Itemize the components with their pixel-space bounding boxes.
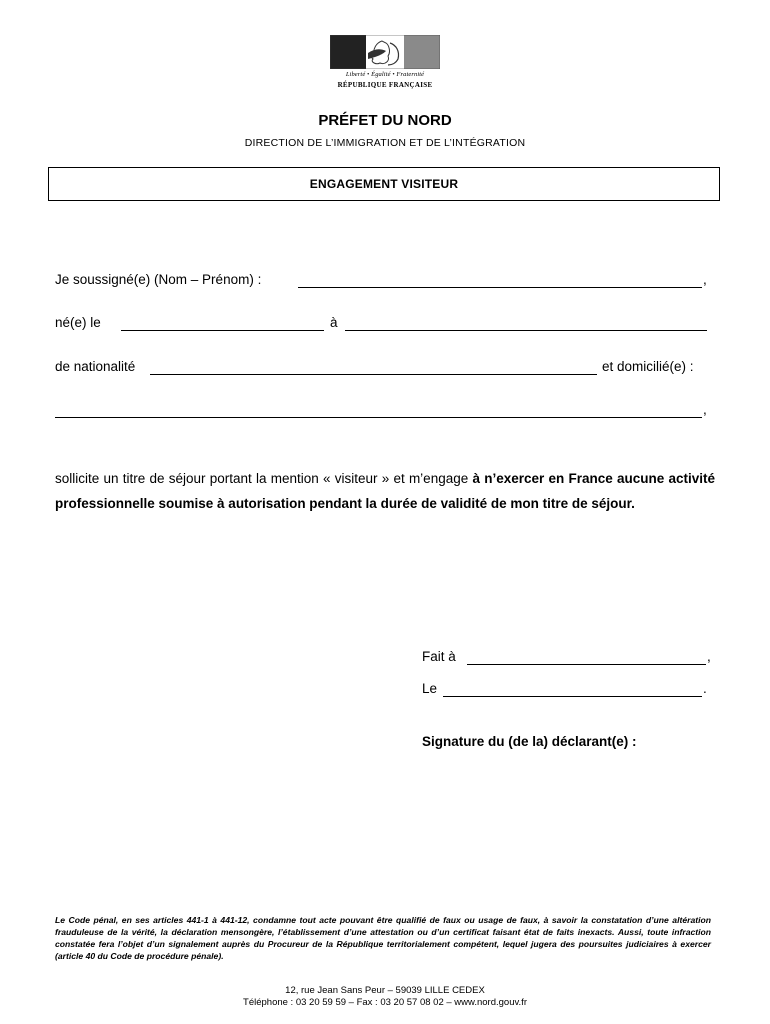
name-label: Je soussigné(e) (Nom – Prénom) :	[55, 272, 262, 287]
date-suffix: .	[703, 681, 707, 696]
born-label: né(e) le	[55, 315, 101, 330]
name-field[interactable]	[298, 287, 702, 288]
page-subtitle: DIRECTION DE L’IMMIGRATION ET DE L’INTÉGRATION	[244, 137, 526, 149]
born-at-label: à	[330, 315, 338, 330]
page-title: PRÉFET DU NORD	[318, 112, 452, 129]
address-field[interactable]	[55, 417, 702, 418]
footer-address: 12, rue Jean Sans Peur – 59039 LILLE CEDEX	[285, 985, 485, 996]
form-title: ENGAGEMENT VISITEUR	[309, 177, 459, 191]
statement-commitment-text: à n’exercer en France aucune activité professionnelle soumise à autorisation pendant la durée de validité de mon titre de séjour.	[55, 471, 715, 511]
nationality-label: de nationalité	[55, 359, 136, 374]
marianne-flag-icon	[330, 35, 440, 69]
republique-francaise-text: RÉPUBLIQUE FRANÇAISE	[337, 81, 433, 89]
address-suffix: ,	[703, 402, 707, 417]
marianne-logo	[330, 35, 440, 95]
domicile-label: et domicilié(e) :	[602, 359, 694, 374]
date-field[interactable]	[443, 696, 702, 697]
motto-text: Liberté • Égalité • Fraternité	[345, 71, 425, 78]
date-label: Le	[422, 681, 438, 696]
nationality-field[interactable]	[150, 374, 597, 375]
place-field[interactable]	[467, 664, 706, 665]
place-suffix: ,	[707, 649, 711, 664]
legal-notice: Le Code pénal, en ses articles 441-1 à 441-12, condamne tout acte pouvant être qualifié de faux ou usage de faux, à savoir la constatation d’une altération frauduleuse de la vérité, la déclaration mensongère, l’établissement d’une attestation ou d’un certificat faisant état de faits inexacts. Aussi, toute infraction constatée fera l’objet d’un signalement auprès du Procureur de la République territorialement compétent, lequel jugera des poursuites judiciaires à exercer (article 40 du Code de procédure pénale).	[55, 915, 711, 961]
statement-paragraph	[55, 466, 715, 516]
birth-place-field[interactable]	[345, 330, 707, 331]
place-label: Fait à	[422, 649, 456, 664]
signature-label: Signature du (de la) déclarant(e) :	[422, 734, 637, 749]
statement-text: sollicite un titre de séjour portant la mention « visiteur » et m’engage	[55, 471, 473, 486]
name-suffix: ,	[703, 272, 707, 287]
footer-contact: Téléphone : 03 20 59 59 – Fax : 03 20 57 08 02 – www.nord.gouv.fr	[243, 997, 527, 1008]
birth-date-field[interactable]	[121, 330, 324, 331]
form-title-box	[48, 167, 720, 201]
